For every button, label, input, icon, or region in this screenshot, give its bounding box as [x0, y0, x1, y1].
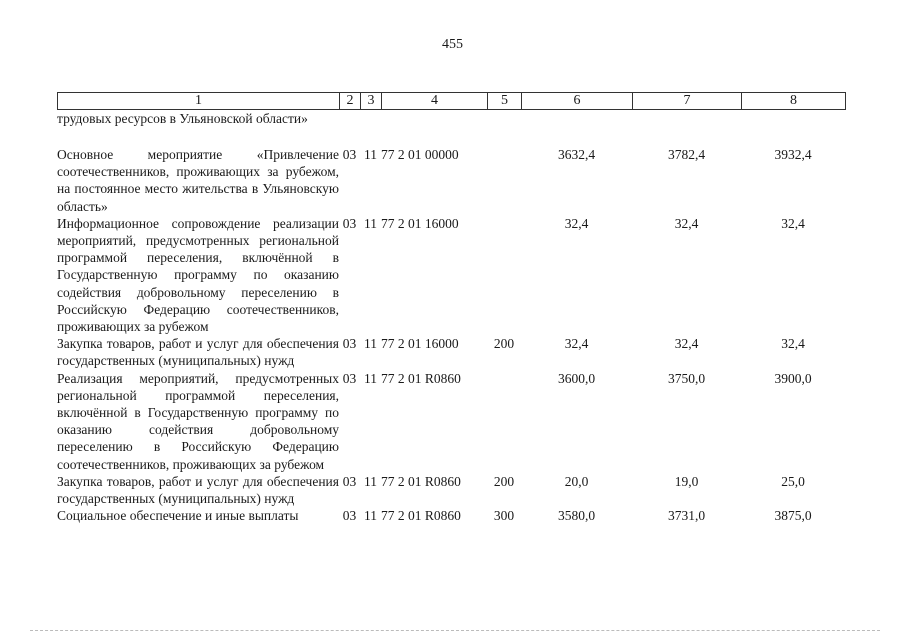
- row-name: Социальное обеспечение и иные выплаты: [57, 508, 299, 524]
- column-header: 1: [58, 93, 340, 110]
- cell-year-3: 32,4: [781, 336, 805, 352]
- cell-target-code: [381, 110, 487, 146]
- row-name: Закупка товаров, работ и услуг для обеспечения государственных (муниципальных) нужд: [57, 336, 339, 369]
- cell-year-3: [741, 110, 845, 146]
- cell-expense-type: [487, 370, 521, 473]
- cell-expense-type: 300: [493, 508, 515, 524]
- cell-subsection: 11: [364, 508, 377, 524]
- cell-year-1: 20,0: [564, 473, 589, 489]
- table-row: [57, 215, 845, 335]
- table-row: [57, 110, 845, 146]
- table-row: [57, 507, 845, 524]
- cell-expense-type: [487, 146, 521, 215]
- cell-year-1: 3632,4: [557, 147, 596, 162]
- column-header: 2: [340, 93, 361, 110]
- column-header: 3: [361, 93, 382, 110]
- cell-year-2: 3782,4: [667, 147, 706, 162]
- cell-subsection: 11: [364, 147, 377, 162]
- column-header: 6: [522, 93, 633, 110]
- column-header: 5: [488, 93, 522, 110]
- cell-subsection: [360, 110, 381, 146]
- cell-subsection: 11: [364, 473, 377, 489]
- row-name: Информационное сопровождение реализации мероприятий, предусмотренных региональной программой переселения, включённой в Государственную программу по оказанию содействия добровольному переселению в Российскую Федерацию соотечественников, проживающих за рубежом: [57, 215, 339, 335]
- cell-year-2: 32,4: [674, 215, 699, 231]
- cell-section: 03: [342, 508, 357, 524]
- cell-subsection: 11: [364, 336, 377, 352]
- budget-table: [57, 110, 845, 524]
- table-row: [57, 146, 845, 215]
- cell-section: 03: [342, 147, 357, 162]
- column-header: 4: [382, 93, 488, 110]
- cell-year-3: 32,4: [781, 215, 805, 231]
- row-name: трудовых ресурсов в Ульяновской области»: [57, 111, 308, 126]
- cell-section: 03: [342, 473, 357, 489]
- cell-year-1: 32,4: [564, 215, 589, 231]
- row-name: Реализация мероприятий, предусмотренных региональной программой переселения, включённой в Государственную программу по оказанию содействия добровольному переселению в Российскую Федерацию соотечественников, проживающих за рубежом: [57, 370, 339, 472]
- cell-expense-type: [487, 110, 521, 146]
- cell-year-3: 25,0: [781, 473, 805, 489]
- row-name: Основное мероприятие «Привлечение соотечественников, проживающих за рубежом, на постоянное место жительства в Ульяновскую область»: [57, 147, 339, 214]
- cell-year-2: 19,0: [674, 473, 699, 489]
- cell-subsection: 11: [364, 370, 377, 386]
- cell-year-2: 3731,0: [667, 508, 706, 524]
- column-header-row: [58, 93, 846, 110]
- cell-expense-type: [487, 215, 521, 335]
- column-header: 8: [742, 93, 846, 110]
- cell-section: 03: [342, 215, 357, 231]
- cell-target-code: 77 2 01 R0860: [381, 473, 461, 489]
- cell-expense-type: 200: [493, 473, 515, 489]
- cell-year-2: 3750,0: [667, 370, 706, 386]
- cell-expense-type: 200: [493, 336, 515, 352]
- table-row: [57, 473, 845, 507]
- cell-year-1: 3580,0: [557, 508, 596, 524]
- cell-subsection: 11: [364, 215, 377, 231]
- cell-target-code: 77 2 01 R0860: [381, 508, 461, 524]
- cell-year-3: 3932,4: [774, 147, 812, 162]
- page-number: 455: [442, 37, 463, 52]
- cell-year-1: 32,4: [564, 336, 589, 352]
- cell-target-code: 77 2 01 16000: [381, 336, 459, 352]
- cell-section: [339, 110, 360, 146]
- column-header-table: [57, 92, 846, 110]
- cell-year-1: [521, 110, 632, 146]
- table-row: [57, 370, 845, 473]
- cell-year-2: [632, 110, 741, 146]
- cell-target-code: 77 2 01 16000: [381, 215, 459, 231]
- table-row: [57, 335, 845, 369]
- scan-edge-line: [30, 630, 880, 633]
- cell-year-2: 32,4: [674, 336, 699, 352]
- cell-year-3: 3875,0: [774, 508, 812, 524]
- cell-target-code: 77 2 01 R0860: [381, 370, 461, 386]
- cell-target-code: 77 2 01 00000: [381, 147, 459, 162]
- cell-section: 03: [342, 336, 357, 352]
- cell-year-3: 3900,0: [774, 370, 812, 386]
- row-name: Закупка товаров, работ и услуг для обеспечения государственных (муниципальных) нужд: [57, 473, 339, 507]
- cell-section: 03: [342, 370, 357, 386]
- cell-year-1: 3600,0: [557, 370, 596, 386]
- column-header: 7: [633, 93, 742, 110]
